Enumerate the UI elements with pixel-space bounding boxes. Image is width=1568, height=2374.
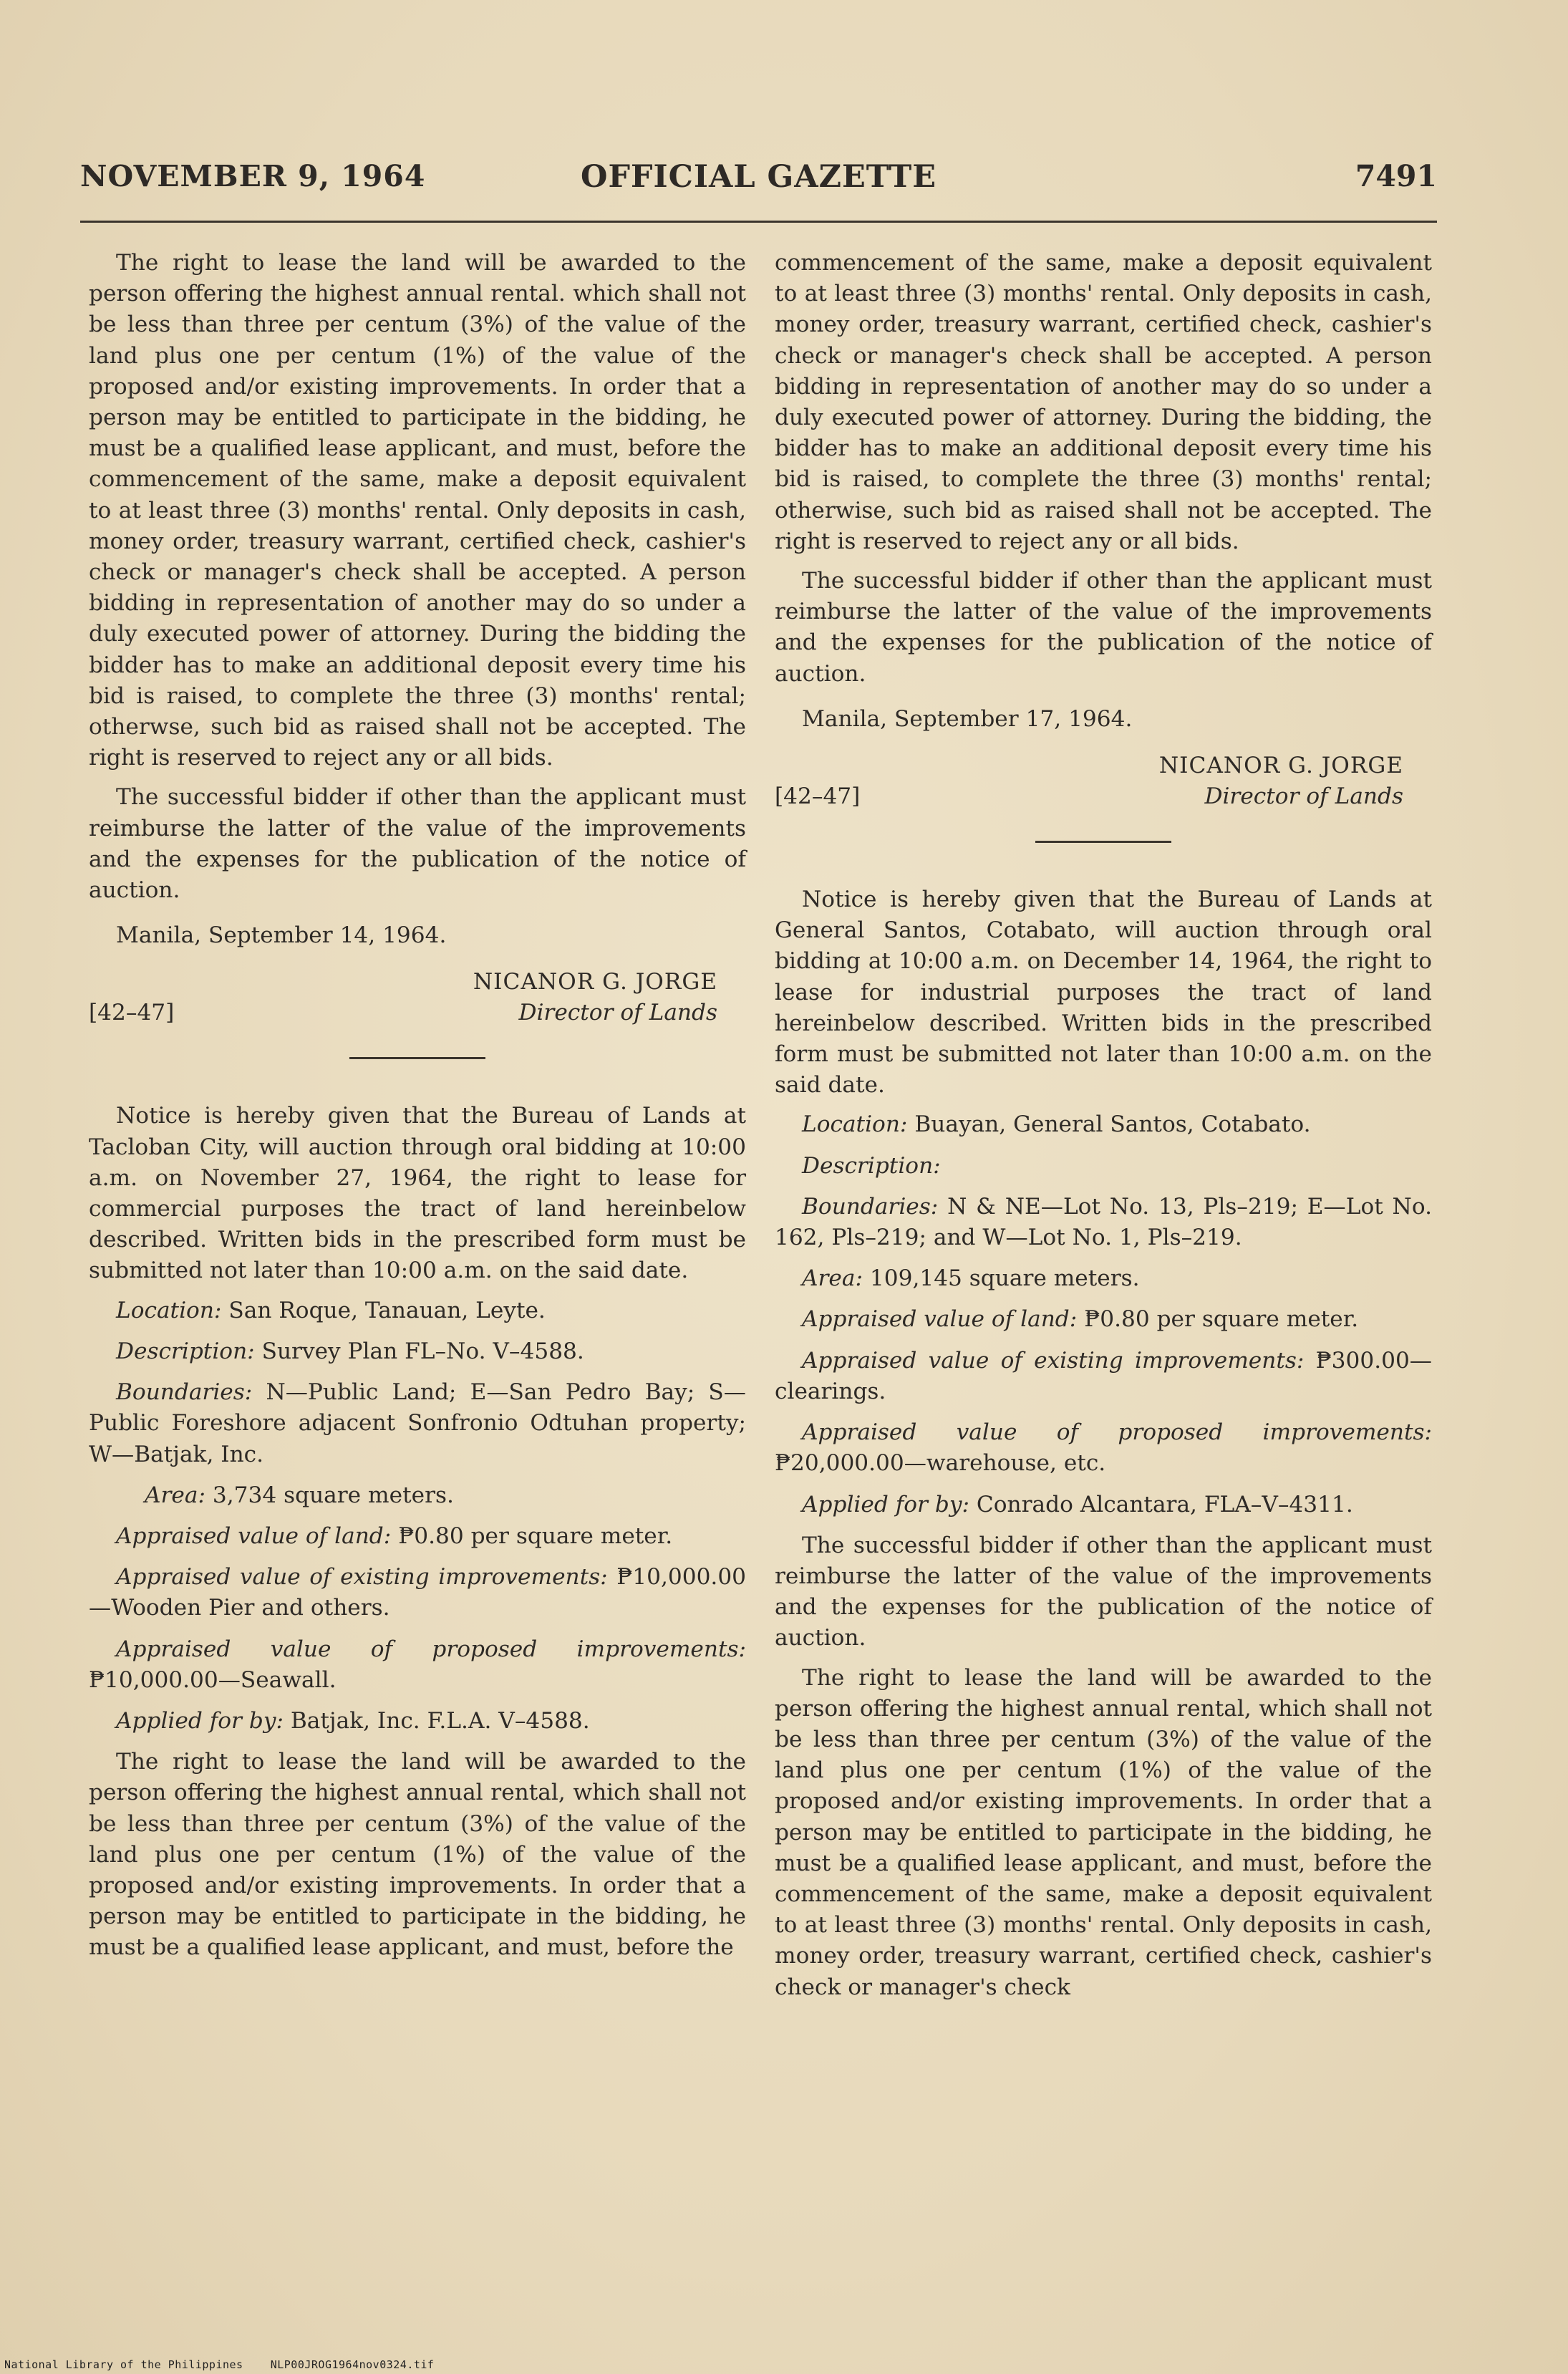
field-appraised-proposed <box>89 1634 746 1696</box>
field-label: Boundaries: <box>116 1379 253 1406</box>
field-value: 3,734 square meters. <box>212 1482 454 1508</box>
field-label: Location: <box>802 1111 908 1138</box>
footer-filename: NLP00JROG1964nov0324.tif <box>270 2358 435 2371</box>
paragraph: The right to lease the land will be awarded to the person offering the highest annual rental, which shall not be less than three per centum (3%) of the value of the land plus one per centum (1%) of the value of the proposed and/or existing improvements. In order that a person may be entitled to participate in the bidding, he must be a qualified lease applicant, and must, before the commencement of the same, make a deposit equivalent to at least three (3) months' rental. Only deposits in cash, money order, treasury warrant, certified check, cashier's check or manager's check <box>775 1664 1432 2000</box>
field-boundaries <box>775 1192 1432 1253</box>
signature-block <box>775 751 1432 812</box>
field-appraised-land <box>89 1521 746 1552</box>
header-rule <box>80 221 1437 223</box>
field-value: Conrado Alcantara, FLA–V–4311. <box>976 1491 1353 1517</box>
field-description <box>89 1336 746 1367</box>
field-applied-for-by <box>89 1706 746 1737</box>
field-value: ₱20,000.00—warehouse, etc. <box>775 1450 1106 1477</box>
notice-date: Manila, September 14, 1964. <box>116 922 447 949</box>
paragraph: The successful bidder if other than the applicant must reimburse the latter of the value of the improvements and the expenses for the publication of the notice of auction. <box>775 568 1432 687</box>
section-divider <box>349 1057 485 1059</box>
paragraph: The successful bidder if other than the applicant must reimburse the latter of the value of the improvements and the expenses for the publication of the notice of auction. <box>89 784 746 904</box>
field-appraised-existing <box>775 1346 1432 1407</box>
reference-number: [42–47] <box>775 783 861 810</box>
field-label: Appraised value of existing improvements: <box>116 1564 608 1591</box>
field-label: Applied for by: <box>116 1707 284 1734</box>
right-column <box>775 248 1432 2012</box>
field-label: Area: <box>802 1265 863 1292</box>
signatory-name: NICANOR G. JORGE <box>473 969 717 995</box>
signature-block <box>89 967 746 1028</box>
scan-footer <box>4 2358 434 2371</box>
field-value: ₱10,000.00—Wooden Pier and others. <box>89 1564 747 1621</box>
notice-intro: Notice is hereby given that the Bureau of Lands at Tacloban City, will auction through oral bidding at 10:00 a.m. on November 27, 1964, the right to lease for commercial purposes the tract of land hereinbelow described. Written bids in the prescribed form must be submitted not later than 10:00 a.m. on the said date. <box>89 1103 746 1284</box>
field-value: Batjak, Inc. F.L.A. V–4588. <box>290 1707 590 1734</box>
field-value: ₱300.00—clearings. <box>775 1347 1432 1404</box>
field-applied-for-by <box>775 1490 1432 1520</box>
field-appraised-land <box>775 1304 1432 1335</box>
notice-date: Manila, September 17, 1964. <box>802 705 1133 732</box>
field-appraised-existing <box>89 1562 746 1623</box>
field-value: Buayan, General Santos, Cotabato. <box>914 1111 1311 1138</box>
field-label: Area: <box>145 1482 205 1508</box>
field-label: Description: <box>116 1338 255 1364</box>
field-label: Location: <box>116 1297 222 1323</box>
field-boundaries <box>89 1377 746 1470</box>
field-value: N & NE—Lot No. 13, Pls–219; E—Lot No. 162, Pls–219; and W—Lot No. 1, Pls–219. <box>775 1193 1432 1251</box>
field-label: Description: <box>802 1152 941 1179</box>
field-appraised-proposed <box>775 1417 1432 1479</box>
field-label: Appraised value of existing improvements: <box>802 1347 1305 1374</box>
paragraph: The right to lease the land will be awarded to the person offering the highest annual rental. which shall not be less than three per centum (3%) of the value of the land plus one per centum (1%) of the value of the proposed and/or existing improvements. In order that a person may be entitled to participate in the bidding, he must be a qualified lease applicant, and must, before the commencement of the same, make a deposit equivalent to at least three (3) months' rental. Only deposits in cash, money order, treasury warrant, certified check, cashier's check or manager's check shall be accepted. A person bidding in representation of another may do so under a duly executed power of attorney. During the bidding the bidder has to make an additional deposit every time his bid is raised, to complete the three (3) months' rental; otherwse, such bid as raised shall not be accepted. The right is reserved to reject any or all bids. <box>89 250 746 771</box>
field-label: Appraised value of land: <box>116 1523 392 1549</box>
field-area <box>775 1263 1432 1294</box>
notice-intro: Notice is hereby given that the Bureau of Lands at General Santos, Cotabato, will auction through oral bidding at 10:00 a.m. on December 14, 1964, the right to lease for industrial purposes the tract of land hereinbelow described. Written bids in the prescribed form must be submitted not later than 10:00 a.m. on the said date. <box>775 887 1432 1099</box>
field-value: ₱10,000.00—Seawall. <box>89 1666 337 1693</box>
field-description <box>775 1151 1432 1182</box>
field-location <box>89 1295 746 1326</box>
header-title: OFFICIAL GAZETTE <box>580 159 937 195</box>
footer-library: National Library of the Philippines <box>4 2358 243 2371</box>
field-value: N—Public Land; E—San Pedro Bay; S—Public Foreshore adjacent Sonfronio Odtuhan property; W—Batjak, Inc. <box>89 1379 746 1467</box>
paragraph: The right to lease the land will be awarded to the person offering the highest annual rental, which shall not be less than three per centum (3%) of the value of the land plus one per centum (1%) of the value of the proposed and/or existing improvements. In order that a person may be entitled to participate in the bidding, he must be a qualified lease applicant, and must, before the <box>89 1749 746 1961</box>
field-label: Applied for by: <box>802 1491 969 1517</box>
field-value: ₱0.80 per square meter. <box>398 1523 673 1549</box>
field-value: ₱0.80 per square meter. <box>1084 1306 1359 1333</box>
field-location <box>775 1109 1432 1140</box>
paragraph: The successful bidder if other than the applicant must reimburse the latter of the value of the improvements and the expenses for the publication of the notice of auction. <box>775 1532 1432 1651</box>
reference-number: [42–47] <box>89 1000 175 1026</box>
field-value: San Roque, Tanauan, Leyte. <box>228 1297 546 1323</box>
paragraph: commencement of the same, make a deposit equivalent to at least three (3) months' rental. Only deposits in cash, money order, treasury warrant, certified check, cashier's check or manager's check shall be accepted. A person bidding in representation of another may do so under a duly executed power of attorney. During the bidding, the bidder has to make an additional deposit every time his bid is raised, to complete the three (3) months' rental; otherwise, such bid as raised shall not be accepted. The right is reserved to reject any or all bids. <box>775 250 1432 554</box>
field-value: 109,145 square meters. <box>869 1265 1140 1292</box>
field-value: Survey Plan FL–No. V–4588. <box>261 1338 584 1364</box>
field-label: Boundaries: <box>802 1193 939 1220</box>
signatory-name: NICANOR G. JORGE <box>1158 753 1403 779</box>
page-number: 7491 <box>1355 159 1437 193</box>
signatory-title: Director of Lands <box>518 1000 717 1026</box>
signatory-title: Director of Lands <box>1204 783 1403 810</box>
header-date: NOVEMBER 9, 1964 <box>80 159 426 193</box>
field-label: Appraised value of land: <box>802 1306 1078 1333</box>
section-divider <box>1035 841 1171 843</box>
left-column <box>89 248 746 1972</box>
field-area <box>89 1480 746 1511</box>
field-label: Appraised value of proposed improvements: <box>116 1636 746 1662</box>
field-label: Appraised value of proposed improvements: <box>802 1419 1432 1446</box>
page-header <box>80 159 1437 206</box>
